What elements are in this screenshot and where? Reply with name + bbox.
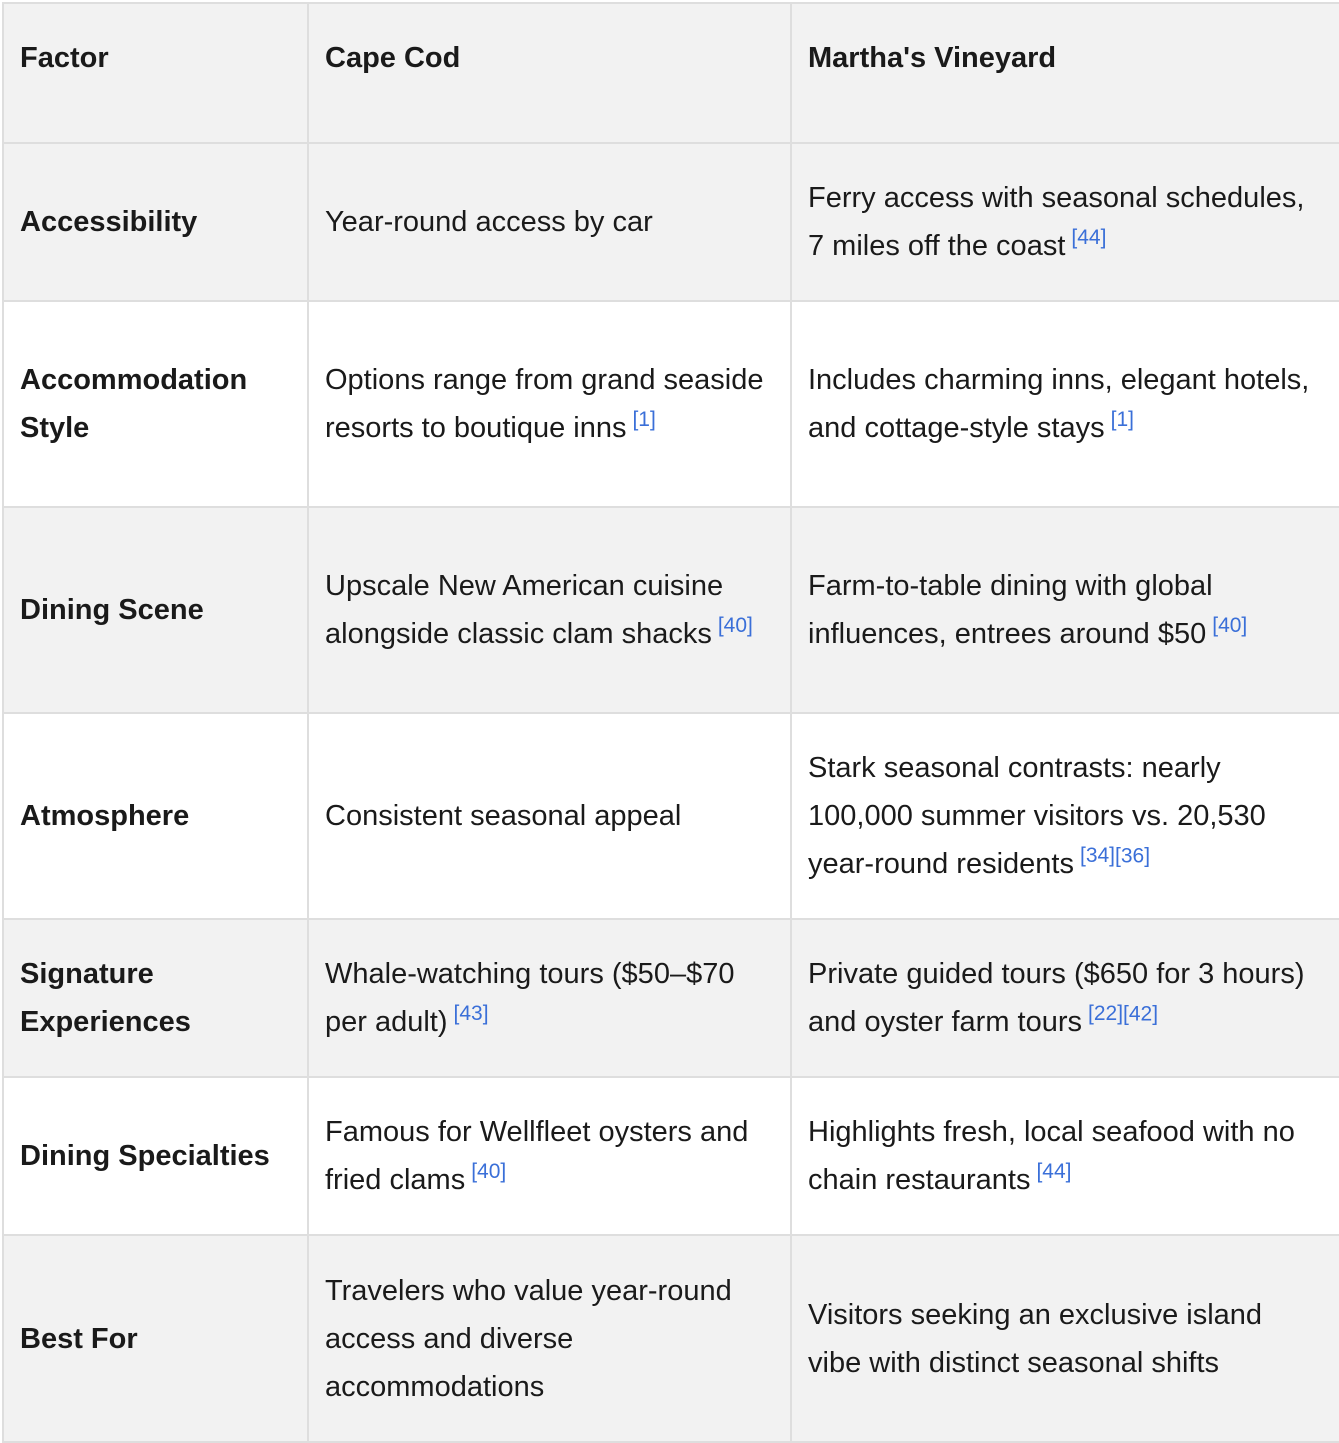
citation-link[interactable]: [34] (1079, 844, 1116, 868)
cell-text: Upscale New American cuisine alongside classic clam shacks (325, 570, 724, 650)
factor-cell: Dining Specialties (3, 1077, 308, 1235)
table-row (3, 507, 1339, 713)
table-row (3, 143, 1339, 301)
cell-text: Highlights fresh, local seafood with no chain restaurants (808, 1116, 1295, 1196)
table-row (3, 919, 1339, 1077)
cell-text: Visitors seeking an exclusive island vibe with distinct seasonal shifts (808, 1298, 1263, 1379)
factor-cell: Best For (3, 1235, 308, 1442)
cell-text: Options range from grand seaside resorts to boutique inns (325, 364, 764, 444)
marthas-vineyard-cell (791, 507, 1339, 713)
table-row (3, 1077, 1339, 1235)
cape-cod-cell (308, 1077, 791, 1235)
cell-text: Ferry access with seasonal schedules, 7 miles off the coast (808, 182, 1305, 262)
citation-link[interactable]: [44] (1036, 1160, 1072, 1184)
citation-link[interactable]: [1] (632, 408, 656, 432)
citation-link[interactable]: [44] (1071, 226, 1107, 250)
cape-cod-cell (308, 301, 791, 507)
cell-text: Stark seasonal contrasts: nearly 100,000 summer visitors vs. 20,530 year-round residents (808, 752, 1266, 880)
citation-link[interactable]: [43] (453, 1002, 489, 1026)
header-row (3, 3, 1339, 143)
cell-text: Private guided tours ($650 for 3 hours) and oyster farm tours (808, 958, 1305, 1038)
factor-cell: Accessibility (3, 143, 308, 301)
cell-text: Consistent seasonal appeal (325, 800, 682, 832)
cell-text: Famous for Wellfleet oysters and fried clams (325, 1116, 749, 1196)
marthas-vineyard-cell (791, 919, 1339, 1077)
table-row (3, 713, 1339, 919)
cell-text: Farm-to-table dining with global influences, entrees around $50 (808, 570, 1213, 650)
citation-link[interactable]: [22] (1088, 1002, 1124, 1026)
table-row (3, 301, 1339, 507)
cell-text: Whale-watching tours ($50–$70 per adult) (325, 958, 735, 1038)
cape-cod-cell (308, 919, 791, 1077)
header-factor: Factor (3, 3, 308, 143)
factor-cell: Atmosphere (3, 713, 308, 919)
table-row (3, 1235, 1339, 1442)
table-header (3, 3, 1339, 143)
marthas-vineyard-cell (791, 1235, 1339, 1442)
cell-text: Includes charming inns, elegant hotels, and cottage-style stays (808, 364, 1310, 444)
header-marthas-vineyard: Martha's Vineyard (791, 3, 1339, 143)
marthas-vineyard-cell (791, 143, 1339, 301)
comparison-table (2, 2, 1339, 1443)
cape-cod-cell (308, 1235, 791, 1442)
cape-cod-cell (308, 143, 791, 301)
citation-link[interactable]: [36] (1115, 844, 1151, 868)
citation-link[interactable]: [40] (1212, 614, 1248, 638)
factor-cell: Signature Experiences (3, 919, 308, 1077)
marthas-vineyard-cell (791, 713, 1339, 919)
factor-cell: Dining Scene (3, 507, 308, 713)
cell-text: Year-round access by car (325, 206, 653, 238)
citation-link[interactable]: [40] (471, 1160, 507, 1184)
cape-cod-cell (308, 713, 791, 919)
marthas-vineyard-cell (791, 301, 1339, 507)
cell-text: Travelers who value year-round access and diverse accommodations (325, 1274, 732, 1403)
citation-link[interactable]: [40] (717, 614, 753, 638)
header-cape-cod: Cape Cod (308, 3, 791, 143)
citation-link[interactable]: [42] (1123, 1002, 1159, 1026)
marthas-vineyard-cell (791, 1077, 1339, 1235)
cape-cod-cell (308, 507, 791, 713)
factor-cell: Accommodation Style (3, 301, 308, 507)
citation-link[interactable]: [1] (1110, 408, 1134, 432)
table-body (3, 143, 1339, 1442)
